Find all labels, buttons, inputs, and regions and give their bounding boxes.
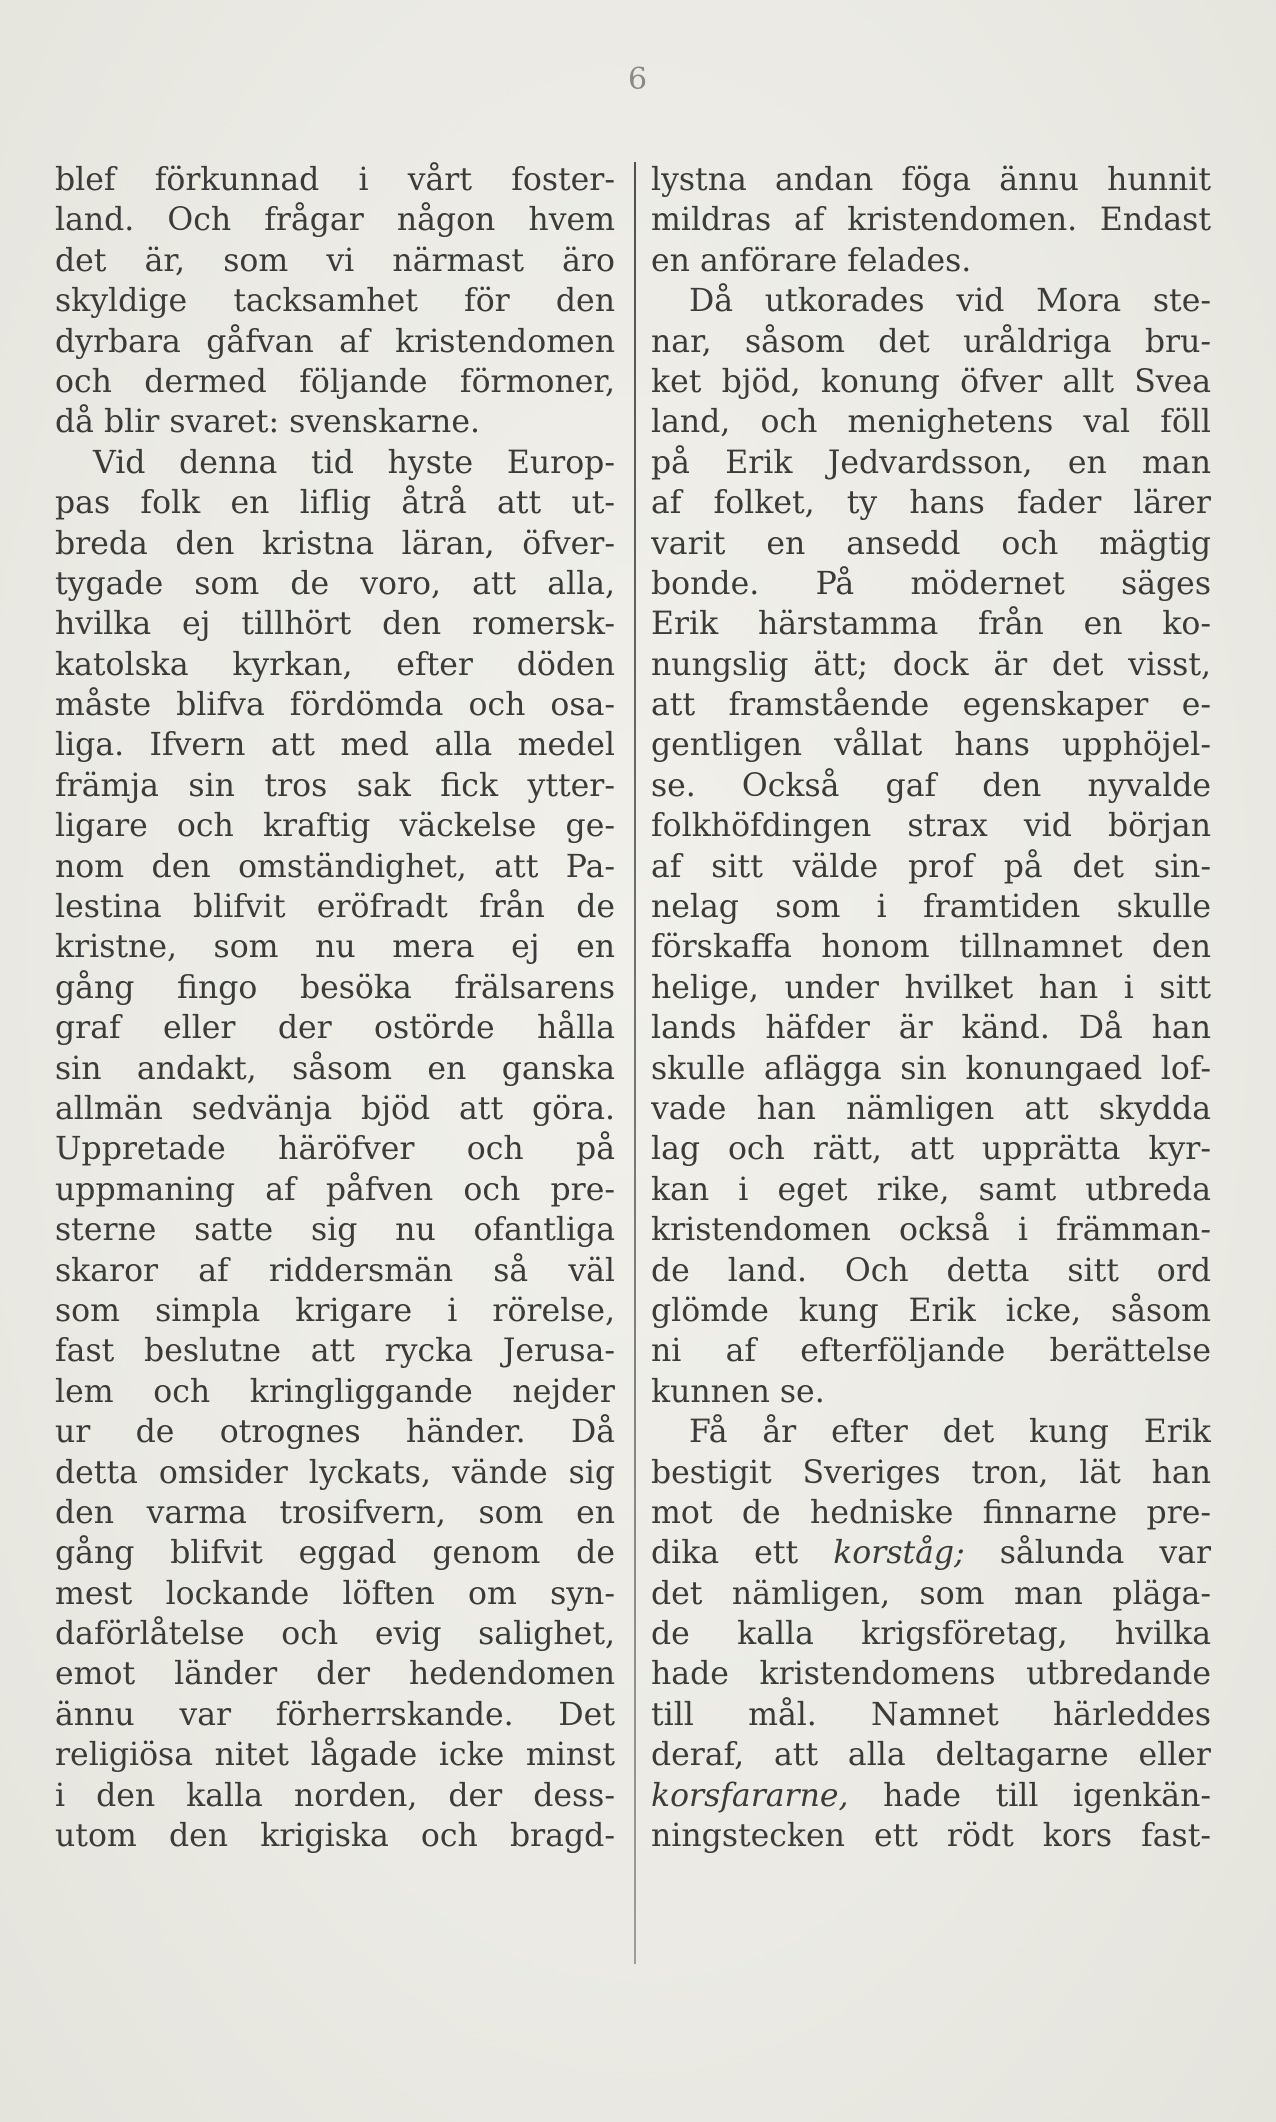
text-line: lystna andan föga ännu hunnit (651, 162, 1211, 198)
text-line: ur de otrognes händer. Då (55, 1414, 615, 1451)
text-line: bonde. På mödernet säges (651, 565, 1211, 602)
text-line: och dermed följande förmoner, (55, 363, 615, 400)
text-line: ni af efterföljande berättelse (651, 1333, 1211, 1370)
text-line: dika ett korståg; sålunda var (651, 1535, 1211, 1572)
text-line: lands häfder är känd. Då han (651, 1010, 1211, 1047)
text-line: Erik härstamma från en ko- (651, 606, 1211, 643)
text-line: deraf, att alla deltagarne eller (651, 1737, 1211, 1774)
text-line: kan i eget rike, samt utbreda (651, 1171, 1211, 1208)
text-line: de land. Och detta sitt ord (651, 1252, 1211, 1289)
text-line: de kalla krigsföretag, hvilka (651, 1616, 1211, 1653)
right-text-column (651, 160, 1211, 1856)
text-line: skaror af riddersmän så väl (55, 1252, 615, 1289)
page-number: 6 (627, 62, 649, 97)
text-line: en anförare felades. (651, 242, 972, 279)
text-line: breda den kristna läran, öfver- (55, 525, 615, 562)
text-line: religiösa nitet lågade icke minst (55, 1737, 615, 1774)
text-line: som simpla krigare i rörelse, (55, 1292, 615, 1329)
text-line: kunnen se. (651, 1373, 825, 1410)
text-line: glömde kung Erik icke, såsom (651, 1292, 1211, 1329)
text-line: blef förkunnad i vårt foster- (55, 162, 615, 198)
text-line: då blir svaret: svenskarne. (55, 404, 480, 441)
text-line: lag och rätt, att upprätta kyr- (651, 1131, 1211, 1168)
text-line: helige, under hvilket han i sitt (651, 969, 1211, 1006)
text-line: bestigit Sveriges tron, lät han (651, 1454, 1211, 1491)
text-line: af sitt välde prof på det sin- (651, 848, 1211, 885)
text-line: liga. Ifvern att med alla medel (55, 727, 615, 764)
text-line: ningstecken ett rödt kors fast- (651, 1818, 1211, 1855)
text-line: emot länder der hedendomen (55, 1656, 615, 1693)
text-line: skulle aflägga sin konungaed lof- (651, 1050, 1211, 1087)
text-line: gång fingo besöka frälsarens (55, 969, 615, 1006)
text-line: land. Och frågar någon hvem (55, 202, 615, 239)
text-line: förskaffa honom tillnamnet den (651, 929, 1211, 966)
text-line: ännu var förherrskande. Det (55, 1696, 615, 1733)
text-line: fast beslutne att rycka Jerusa- (55, 1333, 615, 1370)
text-line: vade han nämligen att skydda (651, 1090, 1211, 1127)
text-line: nar, såsom det uråldriga bru- (651, 323, 1211, 360)
text-line: uppmaning af påfven och pre- (55, 1171, 615, 1208)
text-line: sterne satte sig nu ofantliga (55, 1212, 615, 1249)
text-line: skyldige tacksamhet för den (55, 283, 615, 320)
text-line: tygade som de voro, att alla, (55, 565, 615, 602)
text-line: land, och menighetens val föll (651, 404, 1211, 441)
text-line: till mål. Namnet härleddes (651, 1696, 1211, 1733)
text-line: mot de hedniske finnarne pre- (651, 1494, 1211, 1531)
text-line: nelag som i framtiden skulle (651, 889, 1211, 926)
text-line: graf eller der ostörde hålla (55, 1010, 615, 1047)
text-line: katolska kyrkan, efter döden (55, 646, 615, 683)
text-line: hvilka ej tillhört den romersk- (55, 606, 615, 643)
text-line: hade kristendomens utbredande (651, 1656, 1211, 1693)
text-line: kristendomen också i främman- (651, 1212, 1211, 1249)
text-line: Vid denna tid hyste Europ- (93, 444, 615, 481)
text-line: Då utkorades vid Mora ste- (689, 283, 1211, 320)
text-line: det är, som vi närmast äro (55, 242, 615, 279)
text-line: lestina blifvit eröfradt från de (55, 889, 615, 926)
text-line: se. Också gaf den nyvalde (651, 767, 1211, 804)
text-line: främja sin tros sak fick ytter- (55, 767, 615, 804)
text-line: i den kalla norden, der dess- (55, 1777, 615, 1814)
text-line: gång blifvit eggad genom de (55, 1535, 615, 1572)
text-line: lem och kringliggande nejder (55, 1373, 615, 1410)
text-line: mildras af kristendomen. Endast (651, 202, 1211, 239)
text-line: nungslig ätt; dock är det visst, (651, 646, 1211, 683)
text-line: ket bjöd, konung öfver allt Svea (651, 363, 1211, 400)
text-line: sin andakt, såsom en ganska (55, 1050, 615, 1087)
text-line: korsfararne, hade till igenkän- (651, 1777, 1211, 1814)
text-line: Få år efter det kung Erik (689, 1414, 1211, 1451)
text-line: den varma trosifvern, som en (55, 1494, 615, 1531)
text-line: dyrbara gåfvan af kristendomen (55, 323, 615, 360)
text-line: detta omsider lyckats, vände sig (55, 1454, 615, 1491)
text-line: måste blifva fördömda och osa- (55, 687, 615, 724)
text-line: det nämligen, som man pläga- (651, 1575, 1211, 1612)
text-line: kristne, som nu mera ej en (55, 929, 615, 966)
text-line: mest lockande löften om syn- (55, 1575, 615, 1612)
left-text-column (55, 160, 615, 1856)
text-line: utom den krigiska och bragd- (55, 1818, 615, 1855)
text-line: daförlåtelse och evig salighet, (55, 1616, 615, 1653)
text-line: pas folk en liflig åtrå att ut- (55, 485, 615, 522)
text-line: gentligen vållat hans upphöjel- (651, 727, 1211, 764)
text-line: på Erik Jedvardsson, en man (651, 444, 1211, 481)
text-line: allmän sedvänja bjöd att göra. (55, 1090, 615, 1127)
text-line: Uppretade häröfver och på (55, 1131, 615, 1168)
text-line: folkhöfdingen strax vid början (651, 808, 1211, 845)
text-line: ligare och kraftig väckelse ge- (55, 808, 615, 845)
text-line: att framstående egenskaper e- (651, 687, 1211, 724)
text-line: varit en ansedd och mägtig (651, 525, 1211, 562)
text-line: nom den omständighet, att Pa- (55, 848, 615, 885)
column-divider (634, 162, 636, 1964)
text-line: af folket, ty hans fader lärer (651, 485, 1211, 522)
